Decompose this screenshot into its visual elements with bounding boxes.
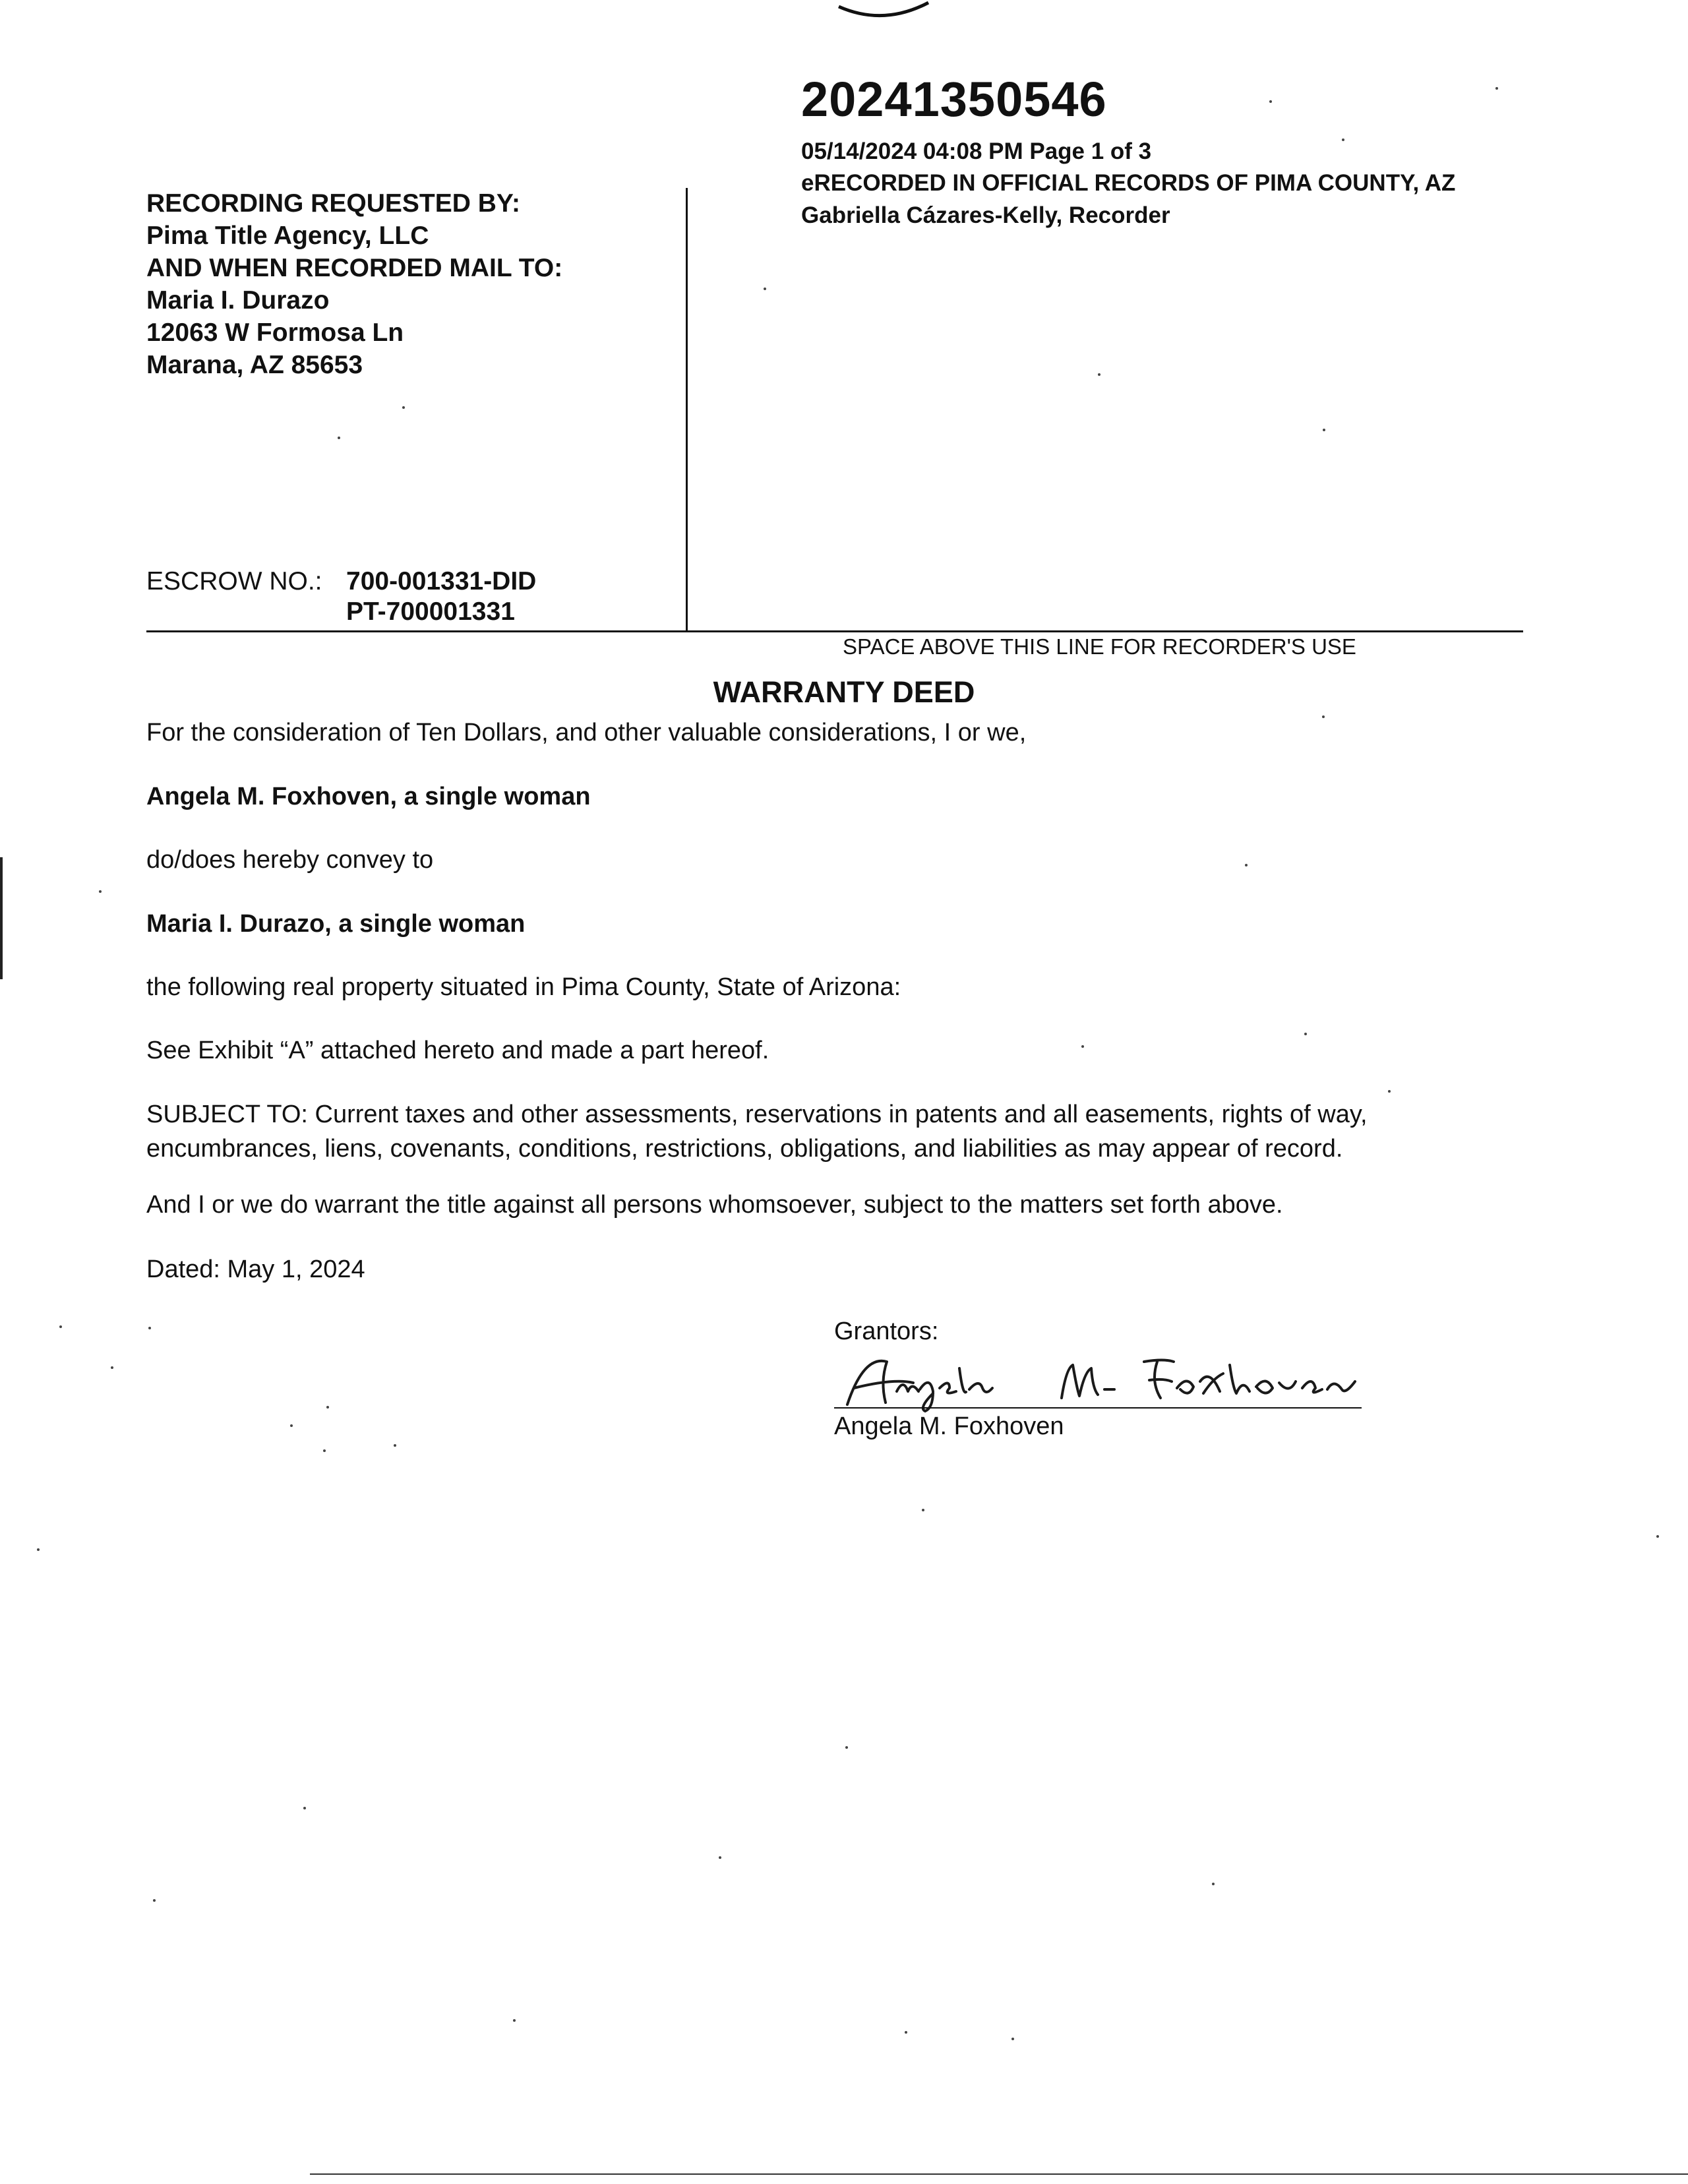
scan-speck — [1212, 1883, 1215, 1885]
scan-speck — [922, 1509, 924, 1511]
mail-city: Marana, AZ 85653 — [146, 351, 363, 379]
scan-speck — [338, 437, 340, 439]
scan-speck — [845, 1746, 848, 1749]
scan-speck — [1245, 864, 1248, 866]
deed-title: WARRANTY DEED — [713, 675, 975, 709]
grantor-signature — [834, 1342, 1447, 1414]
mail-name: Maria I. Durazo — [146, 286, 330, 315]
scan-bottom-line — [310, 2173, 1688, 2175]
scan-speck — [1323, 429, 1325, 431]
scan-speck — [1081, 1045, 1084, 1048]
scan-speck — [1098, 373, 1100, 376]
convey-phrase: do/does hereby convey to — [146, 846, 434, 874]
recorder-space-line — [146, 630, 1523, 632]
scan-speck — [1304, 1033, 1307, 1035]
scan-speck — [402, 406, 405, 409]
mail-to-label: AND WHEN RECORDED MAIL TO: — [146, 254, 563, 282]
scan-speck — [59, 1325, 62, 1328]
recorded-office: eRECORDED IN OFFICIAL RECORDS OF PIMA COUNTY, AZ — [801, 170, 1456, 196]
scan-speck — [148, 1327, 151, 1329]
scan-edge-mark — [0, 857, 3, 979]
scan-speck — [1269, 100, 1272, 103]
scan-speck — [326, 1406, 329, 1409]
scan-speck — [303, 1807, 306, 1809]
recorder-name: Gabriella Cázares-Kelly, Recorder — [801, 202, 1170, 228]
scan-speck — [1342, 138, 1344, 141]
requested-by: Pima Title Agency, LLC — [146, 222, 429, 250]
scan-speck — [111, 1366, 113, 1369]
warranty-text: And I or we do warrant the title against all persons whomsoever, subject to the matters set forth above. — [146, 1191, 1283, 1219]
exhibit-reference: See Exhibit “A” attached hereto and made a part hereof. — [146, 1037, 769, 1064]
recorder-use-note: SPACE ABOVE THIS LINE FOR RECORDER'S USE — [843, 634, 1356, 659]
consideration-text: For the consideration of Ten Dollars, and other valuable considerations, I or we, — [146, 719, 1027, 746]
header-divider-vertical — [686, 188, 688, 631]
scan-speck — [323, 1449, 326, 1452]
scan-speck — [37, 1548, 40, 1551]
grantor-printed-name: Angela M. Foxhoven — [834, 1412, 1064, 1440]
scan-speck — [153, 1899, 156, 1902]
scan-speck — [513, 2019, 516, 2022]
dated-text: Dated: May 1, 2024 — [146, 1256, 365, 1283]
escrow-number: 700-001331-DID — [346, 567, 537, 595]
escrow-label: ESCROW NO.: — [146, 567, 322, 595]
scan-speck — [99, 890, 102, 893]
subject-to-paragraph: SUBJECT TO: Current taxes and other assessments, reservations in patents and all easements, rights of way, encumbrances, liens, covenants, conditions, restrictions, obligations, and liabilities as may appear of record. — [146, 1101, 1368, 1163]
escrow-pt-number: PT-700001331 — [346, 597, 515, 626]
grantor-text: Angela M. Foxhoven, a single woman — [146, 783, 591, 810]
scan-speck — [1495, 87, 1498, 90]
signature-line — [834, 1407, 1362, 1409]
requested-by-label: RECORDING REQUESTED BY: — [146, 189, 520, 218]
grantee-text: Maria I. Durazo, a single woman — [146, 910, 526, 938]
scan-smudge — [837, 0, 930, 20]
scan-speck — [290, 1424, 293, 1427]
recorded-datetime-page: 05/14/2024 04:08 PM Page 1 of 3 — [801, 138, 1152, 164]
grantors-label: Grantors: — [834, 1318, 939, 1345]
scan-speck — [764, 288, 766, 290]
scan-speck — [1322, 715, 1325, 718]
scan-speck — [1388, 1090, 1391, 1093]
scan-speck — [719, 1856, 721, 1859]
mail-street: 12063 W Formosa Ln — [146, 318, 404, 347]
scan-speck — [1656, 1535, 1659, 1538]
scan-speck — [1011, 2038, 1014, 2040]
recording-number: 20241350546 — [801, 72, 1107, 127]
property-location-text: the following real property situated in Pima County, State of Arizona: — [146, 973, 901, 1001]
scan-speck — [905, 2031, 907, 2034]
scan-speck — [394, 1444, 396, 1447]
